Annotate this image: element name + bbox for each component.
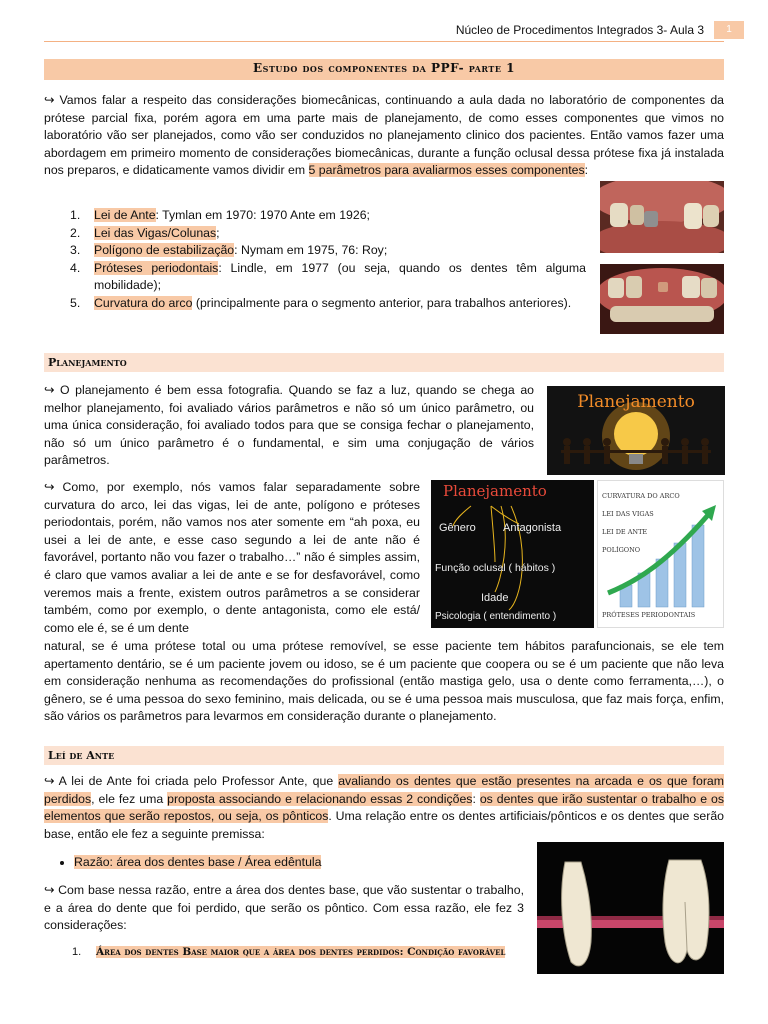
- ante-paragraph: ↪ A lei de Ante foi criada pelo Professor Ante, que avaliando os dentes que estão presentes na arcada e os que foram perdidos, ele fez uma proposta associando e relacionando essas 2 condições: os dentes que irão sustentar o trabalho e os elementos que serão repostos, ou seja, os pônticos. Uma relação entre os dentes artificiais/pônticos e os dentes que serão base, então ele fez a seguinte premissa:: [44, 774, 724, 841]
- diagram-title: Planejamento: [443, 482, 547, 500]
- image-planejamento-lightbulb: [547, 386, 725, 475]
- diagram-item: Gênero: [439, 522, 476, 534]
- ratio-list: [50, 854, 520, 872]
- chart-label-bottom: PRÓTESES PERIODONTAIS: [602, 611, 696, 619]
- page-header: [456, 20, 744, 40]
- photo-teeth-upper: [600, 181, 724, 253]
- diagram-item: Antagonista: [503, 522, 562, 534]
- intro-paragraph: ↪ Vamos falar a respeito das considerações biomecânicas, continuando a aula dada no laboratório de componentes da prótese parcial fixa, porém agora em uma parte mais de planejamento, de como esses componentes que vimos no laboratório vão ser planejados, como vão ser conduzidos no planejamento clinico dos pacientes. Então vamos fazer uma abordagem em primeiro momento de considerações biomecânicas, durante a função oclusal dessa prótese fixa já instalada nos preparos, e didaticamente vamos dividir em 5 parâmetros para avaliarmos esses componentes:: [44, 93, 724, 178]
- ratio-text: Razão: área dos dentes base / Área edêntula: [74, 855, 322, 869]
- image-parameters-chart: [597, 480, 724, 628]
- consideration-text: Área dos dentes Base maior que a área dos dentes perdidos: Condição favorável: [96, 946, 506, 958]
- image-planning-diagram: [431, 480, 594, 628]
- parameter-item: 2. Lei das Vigas/Colunas;: [70, 225, 220, 240]
- parameter-item: 1. Lei de Ante: Tymlan em 1970: 1970 Ante em 1926;: [70, 208, 370, 222]
- planning-paragraph-2a: ↪ Como, por exemplo, nós vamos falar separadamente sobre curvatura do arco, lei das vigas, lei de ante, polígono e próteses periodontais, porém, não vamos nos ater somente em “ah poxa, eu usei a lei de ante, e esse caso segundo a lei de ante não é favorável, portanto não vou fazer o trabalho…” não é simples assim, é claro que vamos avaliar a lei de ante e se for desfavorável, como veremos mais a frente, existem outros parâmetros a se considerar também, como por exemplo, o dente antagonista, como ele está/ como ele é, se é um dente: [44, 480, 420, 635]
- diagram-item: Psicologia ( entendimento ): [435, 611, 557, 622]
- parameter-item: 3. Polígono de estabilização: Nymam em 1975, 76: Roy;: [70, 243, 388, 258]
- course-title: Núcleo de Procedimentos Integrados 3- Aula 3: [455, 23, 704, 37]
- photo-teeth-lower: [600, 264, 724, 334]
- parameter-item: 4. Próteses periodontais: Lindle, em 1977 (ou seja, quando os dentes têm alguma mobilidade);: [70, 260, 586, 293]
- section-planejamento: Planejamento: [44, 353, 724, 372]
- section-lei-de-ante: Leí de Ante: [44, 746, 724, 765]
- diagram-item: Função oclusal ( hábitos ): [435, 562, 556, 574]
- planning-paragraph-1: ↪ O planejamento é bem essa fotografia. Quando se faz a luz, quando se chega ao melhor planejamento, foi avaliado vários parâmetros e não só um único parâmetro, ou uma única consideração, foi avaliado todos para que se consiga fechar o planejamento, não só um único parâmetro é o fundamental, e sim uma conjugação de vários parâmetros.: [44, 383, 534, 468]
- consideration-1: [44, 944, 534, 962]
- lightbulb-image-title: Planejamento: [577, 392, 695, 412]
- diagram-item: Idade: [481, 592, 509, 604]
- consideration-number: 1.: [72, 946, 82, 958]
- document-title: Estudo dos componentes da PPF- parte 1: [44, 59, 724, 80]
- parameters-list: [48, 207, 586, 313]
- ante-paragraph-2: ↪ Com base nessa razão, entre a área dos dentes base, que vão sustentar o trabalho, e a área do dente que foi perdido, que serão os pôntico. Com essa razão, ele fez 3 considerações:: [44, 883, 524, 933]
- header-rule: [44, 41, 724, 42]
- chart-labels: CURVATURA DO ARCO LEI DAS VIGAS LEI DE ANTE POLÍGONO: [602, 492, 680, 554]
- image-tooth-roots: [537, 842, 724, 974]
- planning-paragraph-2b: natural, se é uma prótese total ou uma prótese removível, se esse paciente tem hábitos parafuncionais, se ele tem apertamento dentário, se é um paciente jovem ou idoso, se é um paciente que coopera ou se é um paciente que não leva em consideração nenhuma as recomendações do profissional (então mastiga gelo, usa o dente como ferramenta,…), o gênero, se é uma pessoa do sexo feminino, mais delicada, ou se é uma pessoa mais musculosa, que faz mais força, enfim, são vários os parâmetros para levarmos em consideração durante o planejamento.: [44, 639, 724, 724]
- page-number: 1: [714, 21, 744, 39]
- parameter-item: 5. Curvatura do arco (principalmente para o segmento anterior, para trabalhos anteriores).: [70, 295, 572, 310]
